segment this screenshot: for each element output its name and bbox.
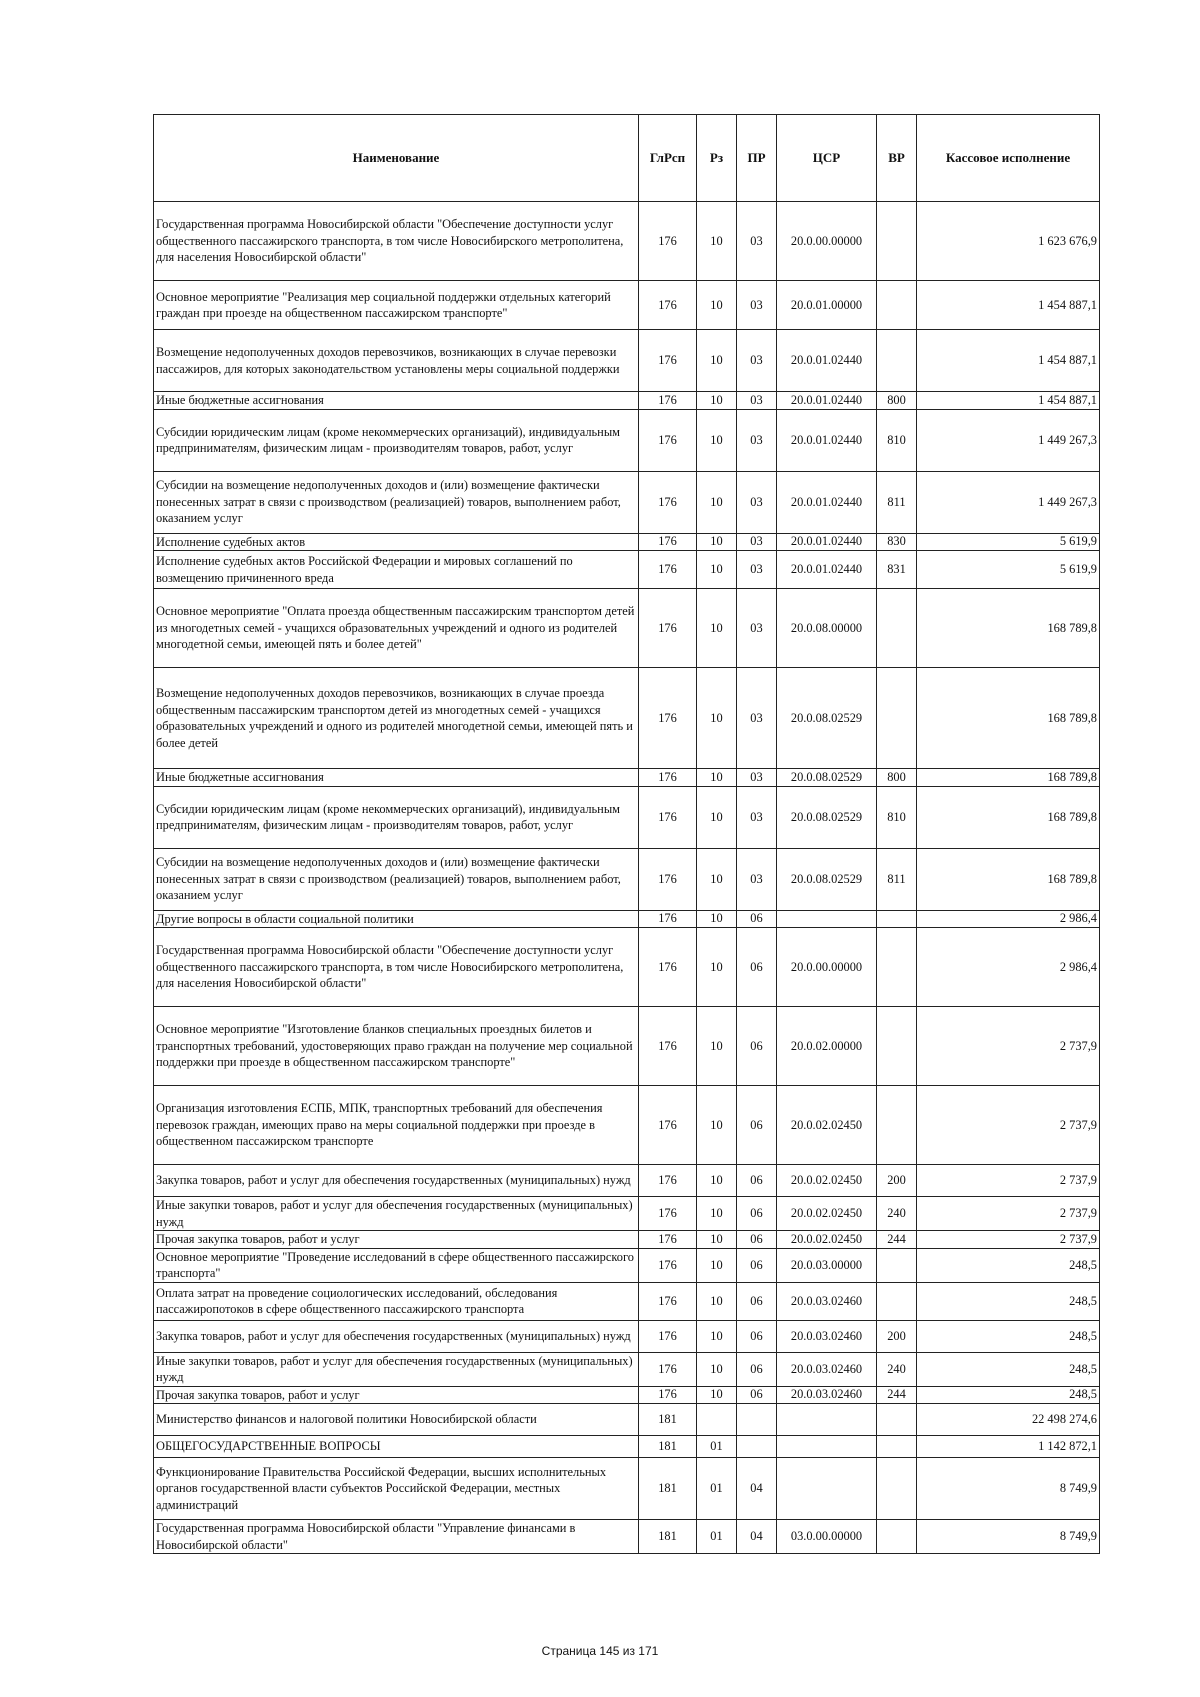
- cell-name: Основное мероприятие "Оплата проезда общественным пассажирским транспортом детей из многодетных семей - учащихся образовательных учреждений и одного из родителей многодетной семьи, имеющей пять и более детей": [154, 589, 639, 668]
- cell-name: Основное мероприятие "Реализация мер социальной поддержки отдельных категорий граждан при проезде на общественном пассажирском транспорте": [154, 281, 639, 330]
- cell-rz: 10: [697, 281, 737, 330]
- cell-pr: 06: [737, 1248, 777, 1282]
- cell-pr: 06: [737, 910, 777, 928]
- cell-name: Иные закупки товаров, работ и услуг для обеспечения государственных (муниципальных) нужд: [154, 1352, 639, 1386]
- cell-pr: 03: [737, 471, 777, 533]
- cell-vr: [877, 1248, 917, 1282]
- cell-vr: [877, 1007, 917, 1086]
- cell-name: Государственная программа Новосибирской области "Обеспечение доступности услуг общественного пассажирского транспорта, в том числе Новосибирского метрополитена, для населения Новосибирской области": [154, 202, 639, 281]
- cell-rz: 10: [697, 786, 737, 848]
- header-name: Наименование: [154, 115, 639, 202]
- cell-glrsp: 176: [639, 589, 697, 668]
- cell-name: ОБЩЕГОСУДАРСТВЕННЫЕ ВОПРОСЫ: [154, 1436, 639, 1458]
- cell-name: Субсидии юридическим лицам (кроме некоммерческих организаций), индивидуальным предпринимателям, физическим лицам - производителям товаров, работ, услуг: [154, 409, 639, 471]
- cell-glrsp: 176: [639, 1007, 697, 1086]
- cell-pr: 04: [737, 1458, 777, 1520]
- cell-amount: 5 619,9: [917, 551, 1100, 589]
- table-row: [154, 1436, 1100, 1458]
- cell-vr: [877, 910, 917, 928]
- cell-vr: [877, 1436, 917, 1458]
- cell-vr: [877, 1520, 917, 1554]
- cell-pr: 03: [737, 551, 777, 589]
- cell-pr: 06: [737, 1352, 777, 1386]
- cell-glrsp: 176: [639, 551, 697, 589]
- cell-rz: 10: [697, 1352, 737, 1386]
- table-row: [154, 1320, 1100, 1352]
- cell-pr: 06: [737, 1386, 777, 1404]
- cell-amount: 1 623 676,9: [917, 202, 1100, 281]
- cell-vr: [877, 330, 917, 392]
- cell-name: Возмещение недополученных доходов перевозчиков, возникающих в случае перевозки пассажиров, для которых законодательством установлены меры социальной поддержки: [154, 330, 639, 392]
- cell-csr: 20.0.03.00000: [777, 1248, 877, 1282]
- cell-amount: 8 749,9: [917, 1458, 1100, 1520]
- cell-rz: 01: [697, 1520, 737, 1554]
- cell-name: Оплата затрат на проведение социологических исследований, обследования пассажиропотоков в сфере общественного пассажирского транспорта: [154, 1282, 639, 1320]
- cell-pr: 03: [737, 769, 777, 787]
- cell-name: Государственная программа Новосибирской области "Обеспечение доступности услуг общественного пассажирского транспорта, в том числе Новосибирского метрополитена, для населения Новосибирской области": [154, 928, 639, 1007]
- cell-rz: 10: [697, 848, 737, 910]
- cell-pr: 06: [737, 1320, 777, 1352]
- cell-csr: 20.0.03.02460: [777, 1352, 877, 1386]
- cell-csr: 20.0.08.02529: [777, 769, 877, 787]
- header-amount: Кассовое исполнение: [917, 115, 1100, 202]
- budget-table: [153, 114, 1100, 1554]
- table-row: [154, 1352, 1100, 1386]
- cell-vr: 200: [877, 1165, 917, 1197]
- table-row: [154, 668, 1100, 769]
- cell-amount: 168 789,8: [917, 668, 1100, 769]
- cell-vr: [877, 1404, 917, 1436]
- cell-rz: 01: [697, 1436, 737, 1458]
- cell-csr: 20.0.08.02529: [777, 848, 877, 910]
- cell-name: Иные бюджетные ассигнования: [154, 769, 639, 787]
- cell-csr: 20.0.02.02450: [777, 1231, 877, 1249]
- table-row: [154, 1165, 1100, 1197]
- cell-name: Другие вопросы в области социальной политики: [154, 910, 639, 928]
- cell-pr: 04: [737, 1520, 777, 1554]
- cell-vr: [877, 1458, 917, 1520]
- cell-rz: 10: [697, 1165, 737, 1197]
- table-header-row: [154, 115, 1100, 202]
- cell-csr: 20.0.01.02440: [777, 471, 877, 533]
- cell-rz: 10: [697, 769, 737, 787]
- cell-amount: 2 737,9: [917, 1007, 1100, 1086]
- cell-vr: 244: [877, 1386, 917, 1404]
- cell-rz: 10: [697, 202, 737, 281]
- cell-csr: [777, 1404, 877, 1436]
- table-row: [154, 1282, 1100, 1320]
- cell-rz: 10: [697, 928, 737, 1007]
- cell-amount: 1 454 887,1: [917, 392, 1100, 410]
- cell-glrsp: 176: [639, 1352, 697, 1386]
- table-row: [154, 1007, 1100, 1086]
- cell-amount: 1 454 887,1: [917, 281, 1100, 330]
- cell-pr: 06: [737, 1197, 777, 1231]
- cell-amount: 248,5: [917, 1320, 1100, 1352]
- cell-csr: 03.0.00.00000: [777, 1520, 877, 1554]
- header-glrsp: ГлРсп: [639, 115, 697, 202]
- cell-glrsp: 176: [639, 409, 697, 471]
- cell-glrsp: 176: [639, 392, 697, 410]
- table-row: [154, 533, 1100, 551]
- cell-glrsp: 176: [639, 848, 697, 910]
- cell-glrsp: 176: [639, 1165, 697, 1197]
- cell-vr: [877, 1282, 917, 1320]
- table-row: [154, 409, 1100, 471]
- table-row: [154, 848, 1100, 910]
- table-row: [154, 1086, 1100, 1165]
- cell-name: Функционирование Правительства Российской Федерации, высших исполнительных органов государственной власти субъектов Российской Федерации, местных администраций: [154, 1458, 639, 1520]
- cell-glrsp: 176: [639, 1197, 697, 1231]
- cell-pr: 03: [737, 409, 777, 471]
- cell-name: Исполнение судебных актов Российской Федерации и мировых соглашений по возмещению причиненного вреда: [154, 551, 639, 589]
- cell-glrsp: 176: [639, 1086, 697, 1165]
- cell-rz: 10: [697, 330, 737, 392]
- cell-glrsp: 176: [639, 786, 697, 848]
- cell-glrsp: 176: [639, 769, 697, 787]
- cell-amount: 2 737,9: [917, 1197, 1100, 1231]
- cell-glrsp: 176: [639, 928, 697, 1007]
- cell-csr: 20.0.02.00000: [777, 1007, 877, 1086]
- cell-glrsp: 176: [639, 330, 697, 392]
- cell-name: Иные закупки товаров, работ и услуг для обеспечения государственных (муниципальных) нужд: [154, 1197, 639, 1231]
- cell-csr: [777, 1436, 877, 1458]
- cell-pr: 03: [737, 589, 777, 668]
- cell-glrsp: 176: [639, 1282, 697, 1320]
- cell-csr: 20.0.02.02450: [777, 1086, 877, 1165]
- cell-pr: 03: [737, 848, 777, 910]
- cell-pr: 03: [737, 786, 777, 848]
- cell-rz: [697, 1404, 737, 1436]
- cell-name: Субсидии на возмещение недополученных доходов и (или) возмещение фактически понесенных затрат в связи с производством (реализацией) товаров, выполнением работ, оказанием услуг: [154, 471, 639, 533]
- cell-pr: [737, 1404, 777, 1436]
- page-number: Страница 145 из 171: [541, 1644, 659, 1658]
- cell-pr: 03: [737, 392, 777, 410]
- cell-glrsp: 176: [639, 281, 697, 330]
- cell-csr: 20.0.01.00000: [777, 281, 877, 330]
- cell-amount: 8 749,9: [917, 1520, 1100, 1554]
- cell-glrsp: 176: [639, 202, 697, 281]
- header-csr: ЦСР: [777, 115, 877, 202]
- cell-vr: 810: [877, 786, 917, 848]
- cell-amount: 1 142 872,1: [917, 1436, 1100, 1458]
- cell-glrsp: 176: [639, 1231, 697, 1249]
- cell-vr: 240: [877, 1197, 917, 1231]
- cell-rz: 10: [697, 1007, 737, 1086]
- table-row: [154, 392, 1100, 410]
- cell-name: Закупка товаров, работ и услуг для обеспечения государственных (муниципальных) нужд: [154, 1165, 639, 1197]
- cell-vr: 800: [877, 769, 917, 787]
- cell-csr: 20.0.03.02460: [777, 1320, 877, 1352]
- table-row: [154, 471, 1100, 533]
- cell-rz: 10: [697, 1386, 737, 1404]
- cell-name: Государственная программа Новосибирской области "Управление финансами в Новосибирской области": [154, 1520, 639, 1554]
- cell-csr: 20.0.01.02440: [777, 330, 877, 392]
- cell-rz: 10: [697, 471, 737, 533]
- cell-rz: 10: [697, 1086, 737, 1165]
- cell-vr: [877, 202, 917, 281]
- cell-csr: 20.0.01.02440: [777, 409, 877, 471]
- cell-amount: 1 449 267,3: [917, 471, 1100, 533]
- cell-rz: 10: [697, 1282, 737, 1320]
- cell-vr: 200: [877, 1320, 917, 1352]
- cell-amount: 168 789,8: [917, 769, 1100, 787]
- cell-glrsp: 176: [639, 533, 697, 551]
- table-row: [154, 1197, 1100, 1231]
- cell-amount: 168 789,8: [917, 786, 1100, 848]
- cell-pr: 03: [737, 668, 777, 769]
- cell-vr: [877, 281, 917, 330]
- cell-csr: [777, 910, 877, 928]
- cell-name: Исполнение судебных актов: [154, 533, 639, 551]
- cell-name: Субсидии на возмещение недополученных доходов и (или) возмещение фактически понесенных затрат в связи с производством (реализацией) товаров, выполнением работ, оказанием услуг: [154, 848, 639, 910]
- header-rz: Рз: [697, 115, 737, 202]
- cell-glrsp: 176: [639, 1248, 697, 1282]
- cell-name: Возмещение недополученных доходов перевозчиков, возникающих в случае проезда общественным пассажирским транспортом детей из многодетных семей - учащихся образовательных учреждений и одного из родителей многодетной семьи, имеющей пять и более детей: [154, 668, 639, 769]
- cell-pr: 03: [737, 281, 777, 330]
- cell-pr: 06: [737, 1282, 777, 1320]
- cell-rz: 10: [697, 551, 737, 589]
- cell-csr: 20.0.08.00000: [777, 589, 877, 668]
- cell-csr: 20.0.01.02440: [777, 551, 877, 589]
- cell-pr: 03: [737, 330, 777, 392]
- cell-csr: 20.0.08.02529: [777, 668, 877, 769]
- cell-glrsp: 176: [639, 910, 697, 928]
- cell-glrsp: 181: [639, 1436, 697, 1458]
- table-row: [154, 202, 1100, 281]
- cell-amount: 2 986,4: [917, 910, 1100, 928]
- table-row: [154, 910, 1100, 928]
- cell-name: Организация изготовления ЕСПБ, МПК, транспортных требований для обеспечения перевозок граждан, имеющих право на меры социальной поддержки при проезде в общественном пассажирском транспорте: [154, 1086, 639, 1165]
- cell-glrsp: 176: [639, 471, 697, 533]
- cell-pr: 06: [737, 1007, 777, 1086]
- cell-vr: [877, 668, 917, 769]
- cell-name: Иные бюджетные ассигнования: [154, 392, 639, 410]
- cell-vr: 244: [877, 1231, 917, 1249]
- cell-name: Прочая закупка товаров, работ и услуг: [154, 1231, 639, 1249]
- cell-glrsp: 176: [639, 1386, 697, 1404]
- table-row: [154, 330, 1100, 392]
- cell-amount: 1 454 887,1: [917, 330, 1100, 392]
- cell-glrsp: 181: [639, 1520, 697, 1554]
- cell-amount: 2 737,9: [917, 1165, 1100, 1197]
- cell-amount: 2 737,9: [917, 1231, 1100, 1249]
- cell-glrsp: 181: [639, 1458, 697, 1520]
- cell-csr: 20.0.03.02460: [777, 1386, 877, 1404]
- cell-csr: 20.0.02.02450: [777, 1197, 877, 1231]
- cell-rz: 10: [697, 589, 737, 668]
- cell-name: Закупка товаров, работ и услуг для обеспечения государственных (муниципальных) нужд: [154, 1320, 639, 1352]
- cell-rz: 10: [697, 910, 737, 928]
- header-pr: ПР: [737, 115, 777, 202]
- cell-amount: 5 619,9: [917, 533, 1100, 551]
- cell-vr: 831: [877, 551, 917, 589]
- table-row: [154, 1520, 1100, 1554]
- cell-name: Основное мероприятие "Проведение исследований в сфере общественного пассажирского транспорта": [154, 1248, 639, 1282]
- cell-vr: 811: [877, 848, 917, 910]
- cell-csr: 20.0.01.02440: [777, 533, 877, 551]
- table-row: [154, 1231, 1100, 1249]
- cell-vr: [877, 928, 917, 1007]
- cell-pr: 06: [737, 1165, 777, 1197]
- table-row: [154, 928, 1100, 1007]
- cell-rz: 10: [697, 1197, 737, 1231]
- table-body: [154, 202, 1100, 1554]
- cell-amount: 2 986,4: [917, 928, 1100, 1007]
- table-row: [154, 281, 1100, 330]
- cell-vr: 240: [877, 1352, 917, 1386]
- cell-vr: 800: [877, 392, 917, 410]
- cell-amount: 1 449 267,3: [917, 409, 1100, 471]
- cell-amount: 248,5: [917, 1386, 1100, 1404]
- cell-vr: [877, 589, 917, 668]
- cell-amount: 22 498 274,6: [917, 1404, 1100, 1436]
- cell-name: Основное мероприятие "Изготовление бланков специальных проездных билетов и транспортных требований, удостоверяющих право граждан на получение мер социальной поддержки при проезде в общественном пассажирском транспорте": [154, 1007, 639, 1086]
- table-row: [154, 1404, 1100, 1436]
- cell-rz: 10: [697, 409, 737, 471]
- cell-rz: 10: [697, 533, 737, 551]
- cell-csr: 20.0.00.00000: [777, 202, 877, 281]
- table-row: [154, 769, 1100, 787]
- header-vr: ВР: [877, 115, 917, 202]
- cell-csr: 20.0.00.00000: [777, 928, 877, 1007]
- cell-rz: 10: [697, 668, 737, 769]
- cell-rz: 01: [697, 1458, 737, 1520]
- cell-name: Субсидии юридическим лицам (кроме некоммерческих организаций), индивидуальным предпринимателям, физическим лицам - производителям товаров, работ, услуг: [154, 786, 639, 848]
- cell-rz: 10: [697, 392, 737, 410]
- cell-amount: 168 789,8: [917, 589, 1100, 668]
- cell-glrsp: 176: [639, 1320, 697, 1352]
- table-row: [154, 786, 1100, 848]
- cell-rz: 10: [697, 1231, 737, 1249]
- cell-amount: 168 789,8: [917, 848, 1100, 910]
- cell-amount: 2 737,9: [917, 1086, 1100, 1165]
- cell-rz: 10: [697, 1320, 737, 1352]
- cell-csr: [777, 1458, 877, 1520]
- table-row: [154, 589, 1100, 668]
- cell-vr: 811: [877, 471, 917, 533]
- cell-pr: [737, 1436, 777, 1458]
- cell-csr: 20.0.01.02440: [777, 392, 877, 410]
- table-row: [154, 1248, 1100, 1282]
- cell-csr: 20.0.08.02529: [777, 786, 877, 848]
- cell-pr: 06: [737, 1231, 777, 1249]
- table-row: [154, 1386, 1100, 1404]
- cell-vr: 810: [877, 409, 917, 471]
- cell-amount: 248,5: [917, 1352, 1100, 1386]
- cell-glrsp: 176: [639, 668, 697, 769]
- cell-csr: 20.0.03.02460: [777, 1282, 877, 1320]
- cell-vr: [877, 1086, 917, 1165]
- cell-pr: 03: [737, 533, 777, 551]
- cell-glrsp: 181: [639, 1404, 697, 1436]
- table-row: [154, 551, 1100, 589]
- cell-csr: 20.0.02.02450: [777, 1165, 877, 1197]
- cell-pr: 06: [737, 1086, 777, 1165]
- cell-pr: 03: [737, 202, 777, 281]
- cell-vr: 830: [877, 533, 917, 551]
- cell-amount: 248,5: [917, 1282, 1100, 1320]
- table-row: [154, 1458, 1100, 1520]
- cell-amount: 248,5: [917, 1248, 1100, 1282]
- cell-name: Министерство финансов и налоговой политики Новосибирской области: [154, 1404, 639, 1436]
- cell-pr: 06: [737, 928, 777, 1007]
- cell-name: Прочая закупка товаров, работ и услуг: [154, 1386, 639, 1404]
- cell-rz: 10: [697, 1248, 737, 1282]
